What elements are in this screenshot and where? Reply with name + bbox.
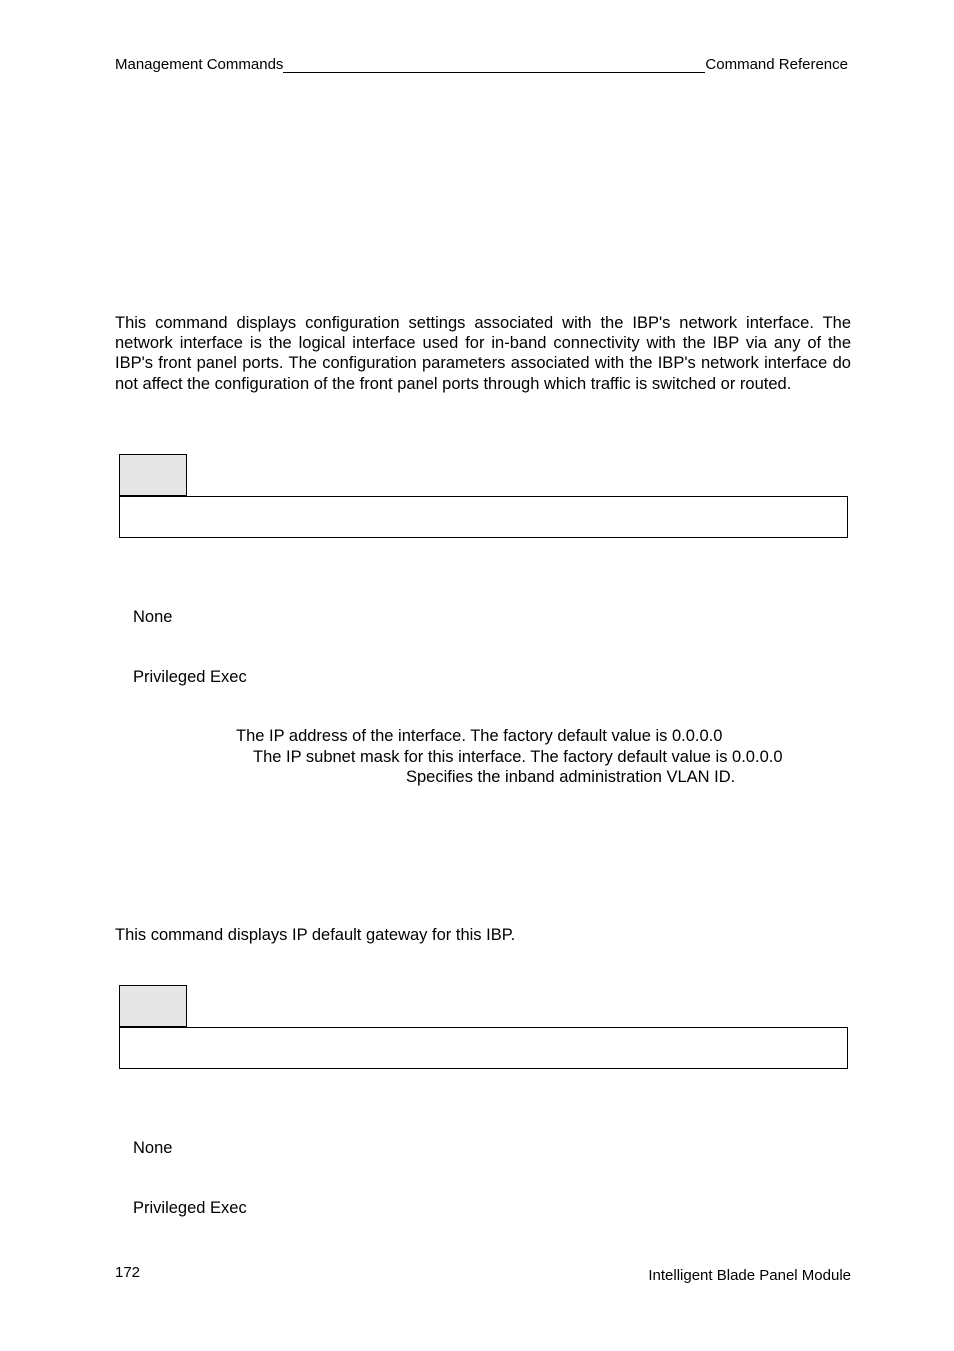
page-number: 172: [115, 1264, 141, 1281]
section2-description: This command displays IP default gateway for this IBP.: [115, 926, 516, 944]
section2-command-box: [119, 1027, 848, 1069]
header-right-title: Command Reference: [705, 56, 848, 73]
section2-format-tab: [119, 985, 187, 1027]
section1-command-box: [119, 496, 848, 538]
param-subnet-mask-desc: The IP subnet mask for this interface. The factory default value is 0.0.0.0: [253, 748, 783, 766]
section1-default-value: None: [133, 608, 173, 626]
section1-description: This command displays configuration settings associated with the IBP's network interface. The network interface is the logical interface used for in-band connectivity with the IBP via any of the IBP's front panel ports. The configuration parameters associated with the IBP's network interface do not affect the configuration of the front panel ports through which traffic is switched or routed.: [115, 314, 851, 393]
footer-title: Intelligent Blade Panel Module: [648, 1267, 851, 1284]
section1-format-tab: [119, 454, 187, 496]
header-left-title: Management Commands: [115, 56, 284, 73]
section2-default-value: None: [133, 1139, 173, 1157]
param-vlan-id-desc: Specifies the inband administration VLAN ID.: [406, 768, 736, 786]
header-rule: [283, 72, 705, 73]
page-header: [115, 54, 848, 74]
section1-mode-value: Privileged Exec: [133, 668, 247, 686]
section2-mode-value: Privileged Exec: [133, 1199, 247, 1217]
param-ip-address-desc: The IP address of the interface. The factory default value is 0.0.0.0: [236, 727, 723, 745]
